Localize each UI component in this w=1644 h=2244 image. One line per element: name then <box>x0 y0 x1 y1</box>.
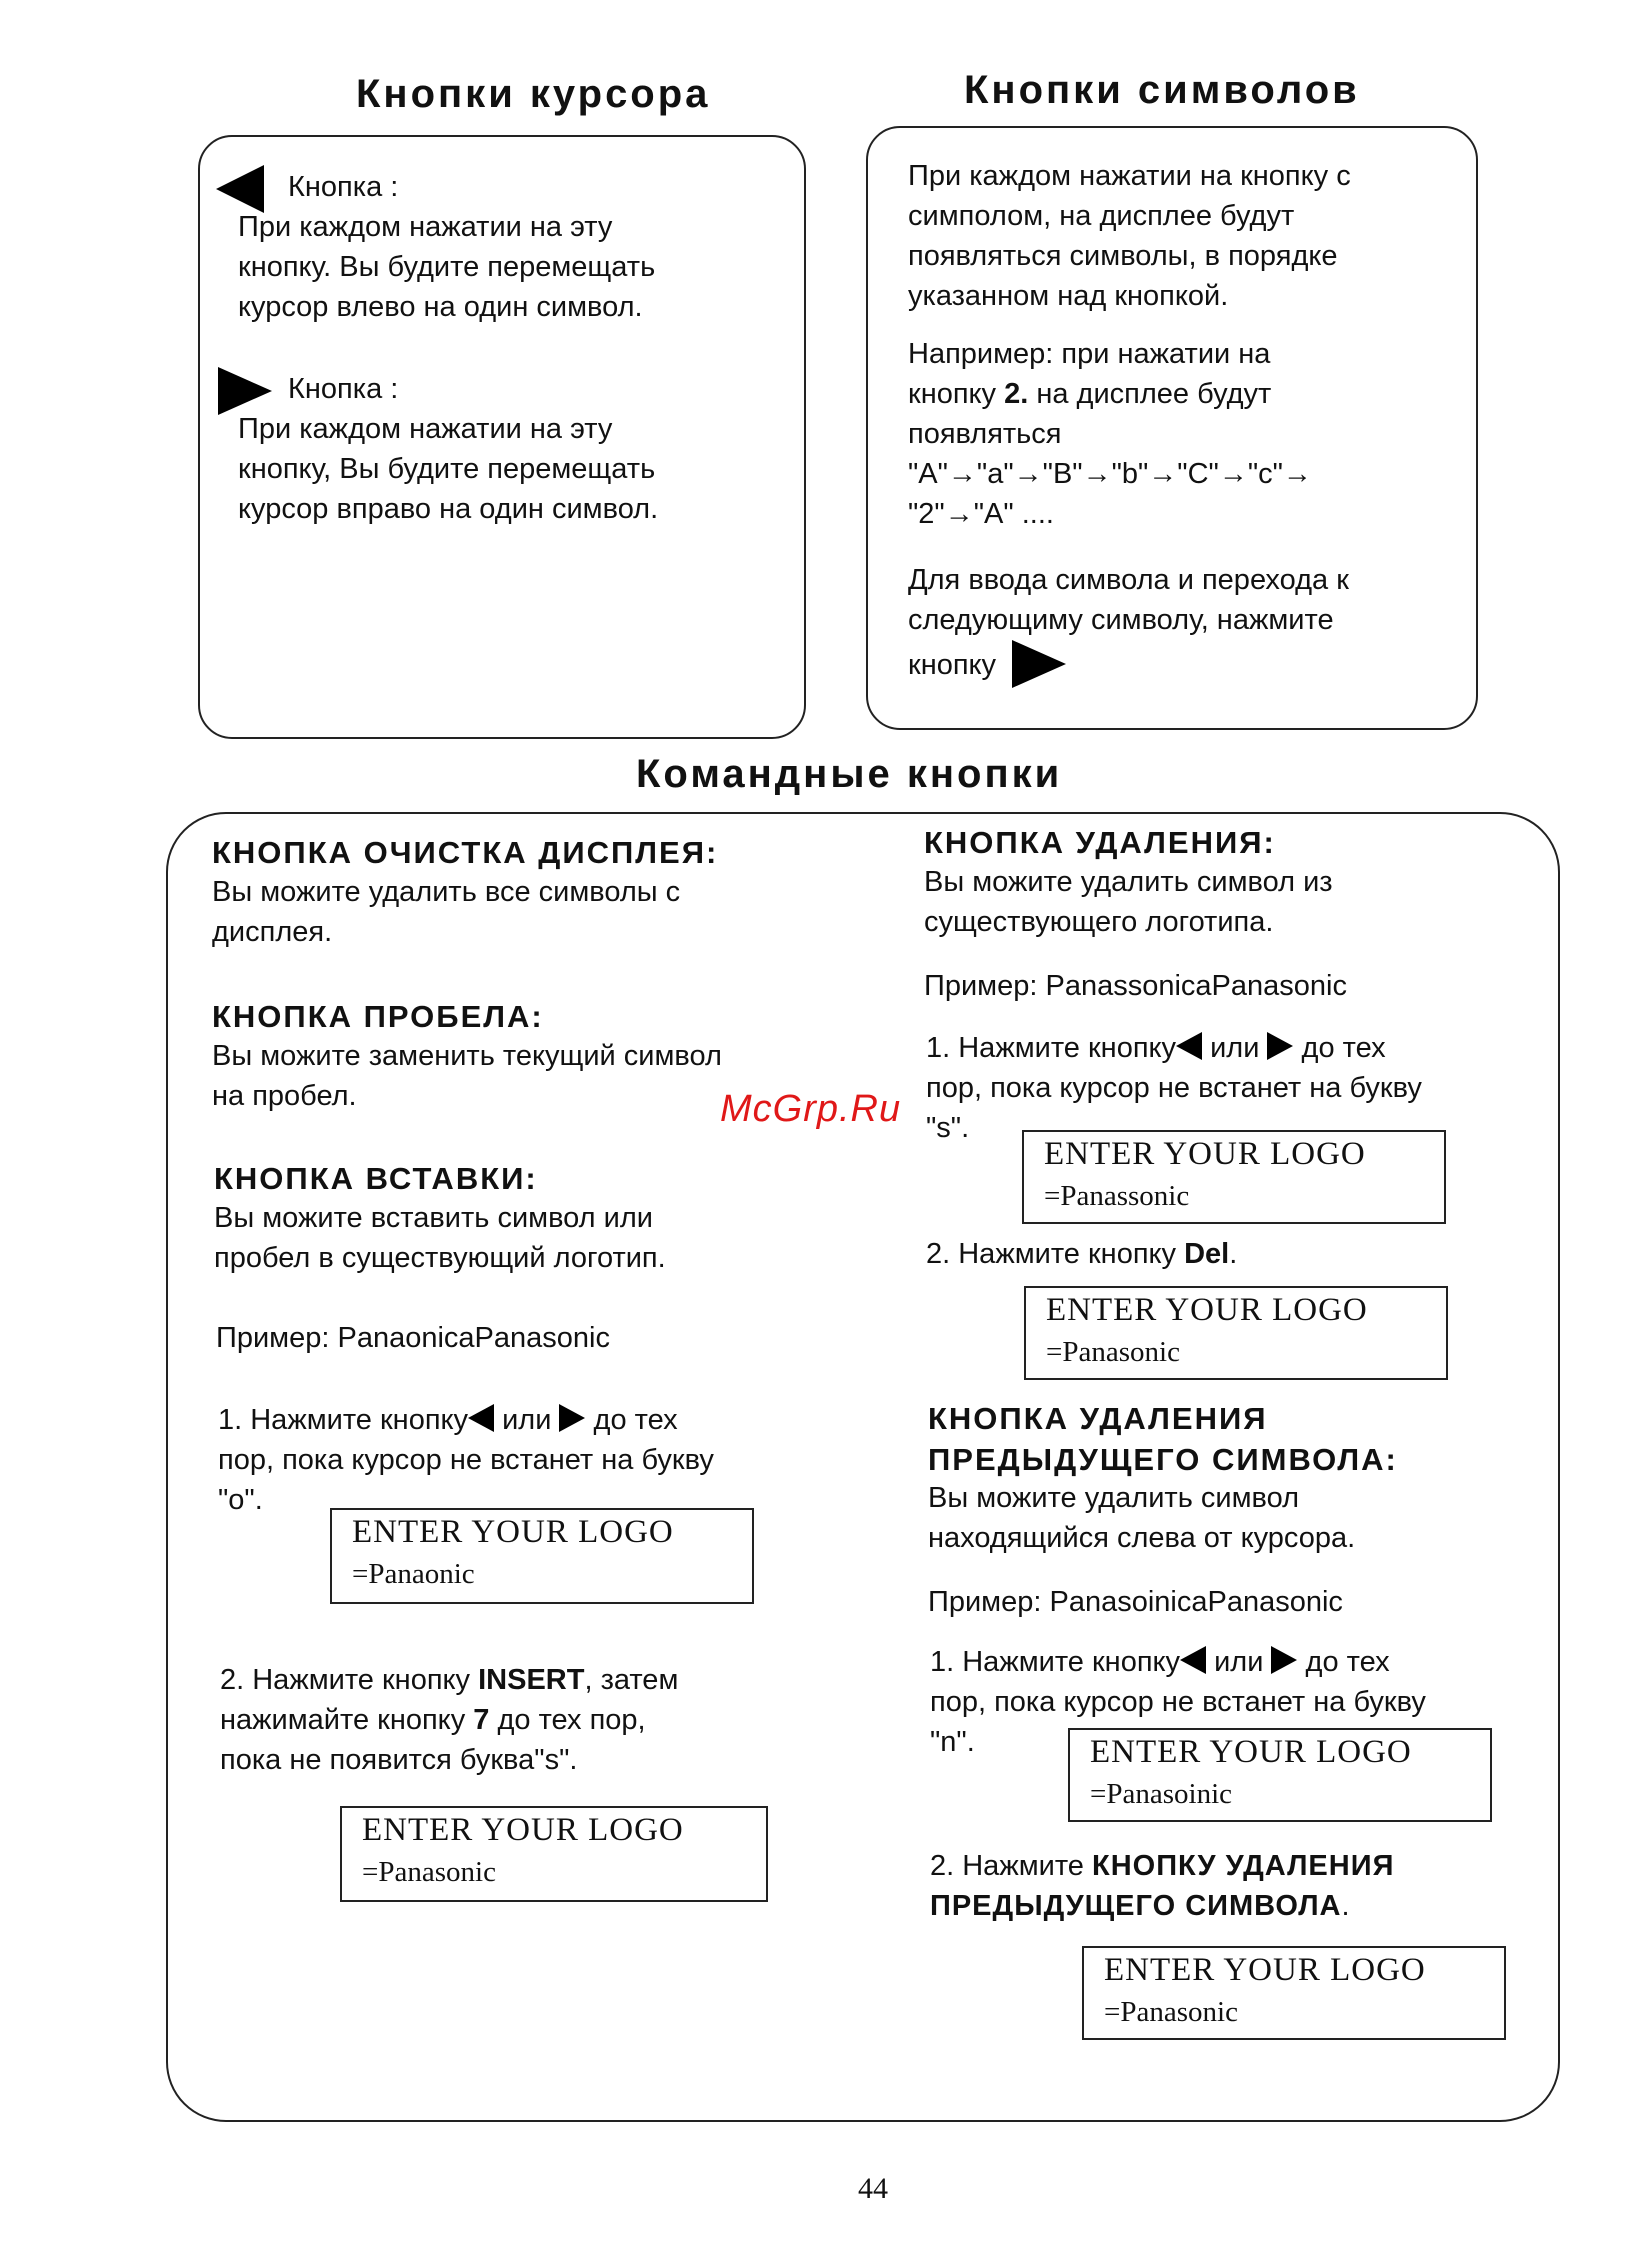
text-run: кнопку <box>908 649 997 681</box>
text-run: . <box>1229 1238 1238 1270</box>
text-line: пока не появится буква"s". <box>220 1744 578 1776</box>
text-line: ПРЕДЫДУЩЕГО СИМВОЛА: <box>928 1442 1398 1477</box>
text-line <box>926 1234 1237 1274</box>
text-line: появляться <box>908 418 1062 450</box>
text-run: до тех <box>1293 1032 1386 1064</box>
text-line: "о". <box>218 1484 263 1516</box>
symbol-sequence: "A"→"a"→"B"→"b"→"C"→"c"→ <box>908 458 1312 490</box>
text-line: находящийся слева от курсора. <box>928 1522 1356 1554</box>
text-line: на пробел. <box>212 1080 357 1112</box>
symbol-sequence: "2"→"A" .... <box>908 498 1054 530</box>
text-line: При каждом нажатии на эту <box>238 211 613 243</box>
text-line: При каждом нажатии на эту <box>238 413 613 445</box>
left-button-description <box>238 207 655 327</box>
text-line: Например: при нажатии на <box>908 338 1271 370</box>
right-arrow-icon <box>1012 640 1066 688</box>
lcd-line-1: ENTER YOUR LOGO <box>352 1514 674 1550</box>
text-line <box>220 1700 678 1740</box>
text-run: нажимайте кнопку <box>220 1704 474 1736</box>
text-run: . <box>1341 1890 1350 1922</box>
lcd-line-1: ENTER YOUR LOGO <box>1090 1734 1412 1770</box>
text-line <box>930 1642 1426 1682</box>
text-line <box>926 1028 1422 1068</box>
text-line <box>908 640 1349 688</box>
insert-key-label: INSERT <box>478 1664 585 1696</box>
text-run: до тех <box>585 1404 678 1436</box>
lcd-line-2: =Panasonic <box>1104 1996 1238 2028</box>
insert-button-title: КНОПКА ВСТАВКИ: <box>214 1161 538 1196</box>
clear-display-title: КНОПКА ОЧИСТКА ДИСПЛЕЯ: <box>212 835 719 870</box>
text-line: пор, пока курсор не встанет на букву <box>930 1686 1426 1718</box>
text-line: КНОПКА УДАЛЕНИЯ <box>928 1401 1268 1436</box>
text-run: 2. Нажмите <box>930 1850 1092 1882</box>
space-button-description <box>212 1036 722 1116</box>
text-line: Вы можите вставить символ или <box>214 1202 653 1234</box>
text-run: до тех <box>1297 1646 1390 1678</box>
symbols-paragraph-1 <box>908 156 1351 316</box>
lcd-line-2: =Panasoinic <box>1090 1778 1232 1810</box>
text-line: Вы можите удалить все символы с <box>212 876 681 908</box>
symbol-buttons-box <box>866 126 1478 730</box>
lcd-line-2: =Panassonic <box>1044 1180 1190 1212</box>
lcd-display <box>1082 1946 1506 2040</box>
lcd-line-1: ENTER YOUR LOGO <box>1104 1952 1426 1988</box>
backspace-example: Пример: PanasoinicaPanasonic <box>928 1586 1343 1618</box>
lcd-line-2: =Panaonic <box>352 1558 475 1590</box>
space-button-title: КНОПКА ПРОБЕЛА: <box>212 999 544 1034</box>
lcd-line-1: ENTER YOUR LOGO <box>1046 1292 1368 1328</box>
delete-button-description <box>924 862 1333 942</box>
text-run: 1. Нажмите кнопку <box>218 1404 469 1436</box>
insert-step-1 <box>218 1400 714 1520</box>
left-arrow-icon <box>1180 1646 1206 1674</box>
text-line <box>218 1400 714 1440</box>
insert-example: Пример: PanaonicaPanasonic <box>216 1322 610 1354</box>
key-2-label: 2. <box>1004 378 1029 410</box>
text-run: или <box>1206 1646 1272 1678</box>
text-line: Вы можите удалить символ <box>928 1482 1300 1514</box>
text-line: При каждом нажатии на кнопку с <box>908 160 1351 192</box>
symbol-buttons-heading: Кнопки символов <box>964 68 1360 112</box>
text-line <box>930 1846 1394 1886</box>
key-7-label: 7 <box>473 1704 490 1736</box>
text-line: пор, пока курсор не встанет на букву <box>926 1072 1422 1104</box>
backspace-button-title <box>928 1398 1398 1480</box>
page-number: 44 <box>858 2172 888 2205</box>
lcd-display <box>1068 1728 1492 1822</box>
text-line <box>908 374 1312 414</box>
backspace-key-label: ПРЕДЫДУЩЕГО СИМВОЛА <box>930 1890 1342 1922</box>
lcd-display <box>1024 1286 1448 1380</box>
command-buttons-heading: Командные кнопки <box>636 752 1063 796</box>
text-run: на дисплее будут <box>1028 378 1272 410</box>
text-line: Вы можите заменить текущий символ <box>212 1040 722 1072</box>
delete-example: Пример: PanassonicaPanasonic <box>924 970 1347 1002</box>
delete-step-2 <box>926 1234 1237 1274</box>
text-run: до тех пор, <box>489 1704 646 1736</box>
right-button-description <box>238 409 658 529</box>
text-line: следующиму символу, нажмите <box>908 604 1334 636</box>
text-line: появляться символы, в порядке <box>908 240 1338 272</box>
text-line: Для ввода символа и перехода к <box>908 564 1349 596</box>
text-line: симполом, на дисплее будут <box>908 200 1295 232</box>
text-line: указанном над кнопкой. <box>908 280 1229 312</box>
text-line <box>220 1660 678 1700</box>
text-line: пробел в существующий логотип. <box>214 1242 666 1274</box>
text-run: , затем <box>584 1664 679 1696</box>
text-line: кнопку. Вы будите перемещать <box>238 251 656 283</box>
lcd-line-1: ENTER YOUR LOGO <box>1044 1136 1366 1172</box>
lcd-display <box>330 1508 754 1604</box>
left-button-label: Кнопка : <box>288 171 399 203</box>
text-line: курсор влево на один символ. <box>238 291 643 323</box>
right-arrow-icon <box>1271 1646 1297 1674</box>
backspace-step-2 <box>930 1846 1394 1926</box>
lcd-display <box>340 1806 768 1902</box>
text-line: дисплея. <box>212 916 333 948</box>
text-run: кнопку <box>908 378 1005 410</box>
backspace-key-label: КНОПКУ УДАЛЕНИЯ <box>1092 1850 1395 1882</box>
lcd-line-2: =Panasonic <box>1046 1336 1180 1368</box>
text-line: "n". <box>930 1726 975 1758</box>
del-key-label: Del <box>1184 1238 1230 1270</box>
lcd-display <box>1022 1130 1446 1224</box>
insert-button-description <box>214 1198 666 1278</box>
text-line: Вы можите удалить символ из <box>924 866 1333 898</box>
lcd-line-2: =Panasonic <box>362 1856 496 1888</box>
backspace-button-description <box>928 1478 1355 1558</box>
right-arrow-icon <box>559 1404 585 1432</box>
text-run: 1. Нажмите кнопку <box>930 1646 1181 1678</box>
text-run: 2. Нажмите кнопку <box>926 1238 1185 1270</box>
text-line <box>930 1886 1394 1926</box>
right-button-label: Кнопка : <box>288 373 399 405</box>
text-line: пор, пока курсор не встанет на букву <box>218 1444 714 1476</box>
cursor-buttons-heading: Кнопки курсора <box>356 72 711 116</box>
insert-step-2 <box>220 1660 678 1780</box>
watermark: McGrp.Ru <box>720 1088 902 1130</box>
text-run: или <box>1202 1032 1268 1064</box>
text-line: курсор вправо на один символ. <box>238 493 659 525</box>
right-arrow-icon <box>1267 1032 1293 1060</box>
text-line: существующего логотипа. <box>924 906 1274 938</box>
text-line: "s". <box>926 1112 970 1144</box>
left-arrow-icon <box>468 1404 494 1432</box>
symbols-paragraph-3 <box>908 560 1349 688</box>
lcd-line-1: ENTER YOUR LOGO <box>362 1812 684 1848</box>
cursor-buttons-box <box>198 135 806 739</box>
symbols-paragraph-2 <box>908 334 1312 534</box>
text-run: 1. Нажмите кнопку <box>926 1032 1177 1064</box>
delete-button-title: КНОПКА УДАЛЕНИЯ: <box>924 825 1276 860</box>
left-arrow-icon <box>1176 1032 1202 1060</box>
text-run: 2. Нажмите кнопку <box>220 1664 479 1696</box>
text-line: кнопку, Вы будите перемещать <box>238 453 656 485</box>
clear-display-description <box>212 872 680 952</box>
text-run: или <box>494 1404 560 1436</box>
